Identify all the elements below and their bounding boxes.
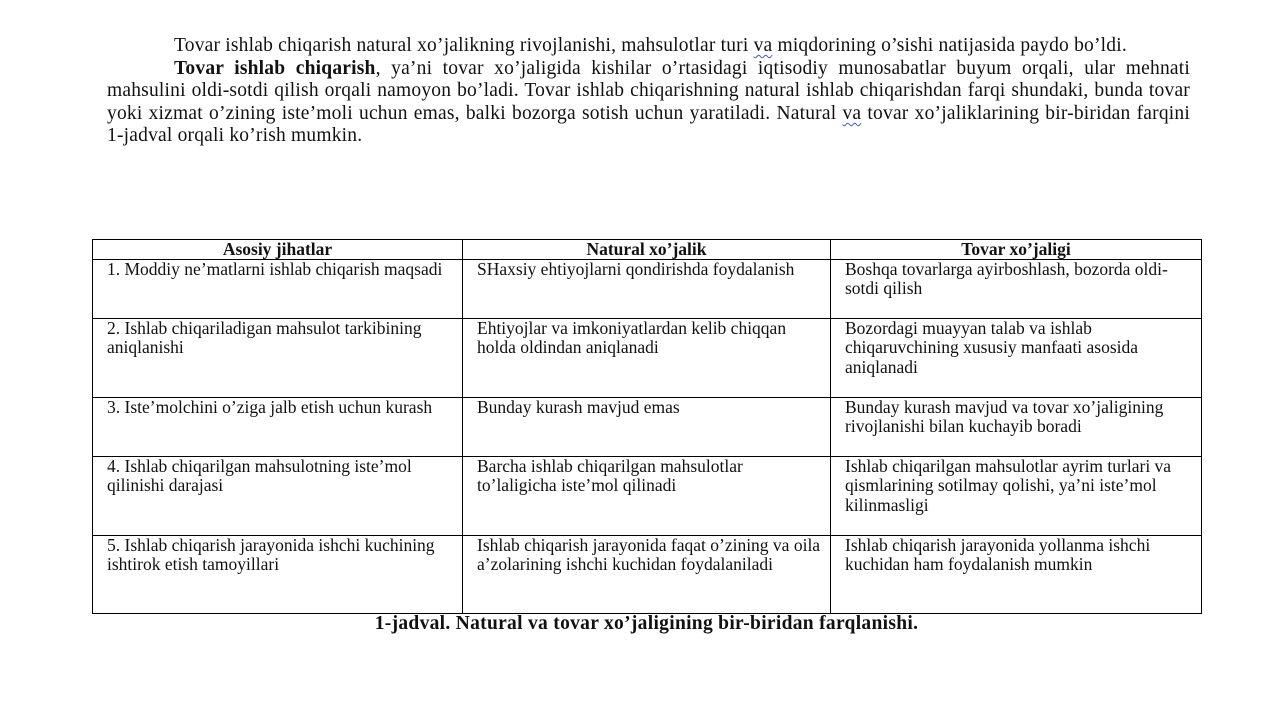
table-cell-aspect: 4. Ishlab chiqarilgan mahsulotning iste’mol qilinishi darajasi <box>93 457 463 536</box>
table-cell-commodity: Ishlab chiqarish jarayonida yollanma ishchi kuchidan ham foydalanish mumkin <box>831 536 1202 614</box>
column-header-aspects: Asosiy jihatlar <box>93 240 463 260</box>
paragraph-intro-text: Tovar ishlab chiqarish natural xo’jalikning rivojlanishi, mahsulotlar turi <box>174 35 754 56</box>
paragraph-intro-text-end: miqdorining o’sishi natijasida paydo bo’ldi. <box>772 35 1127 56</box>
table-row <box>93 260 1202 319</box>
comparison-table <box>92 239 1202 614</box>
bold-term: Tovar ishlab chiqarish <box>174 57 376 79</box>
column-header-commodity: Tovar xo’jaligi <box>831 240 1202 260</box>
table-cell-natural: Ishlab chiqarish jarayonida faqat o’zining va oila a’zolarining ishchi kuchidan foydalaniladi <box>463 536 831 614</box>
table-row <box>93 319 1202 398</box>
paragraph-definition-text: , ya’ni tovar xo’jaligida kishilar o’rtasidagi iqtisodiy munosabatlar buyum orqali, ular mehnati mahsulini oldi-sotdi qilish orqali namoyon bo’ladi. Tovar ishlab chiqarishning natural ishlab chiqarishdan farqi shundaki, bunda tovar yoki xizmat o’zining iste’moli uchun emas, balki bozorga sotish uchun yaratiladi. Natural <box>107 57 1190 124</box>
table-row <box>93 457 1202 536</box>
table-caption: 1-jadval. Natural va tovar xo’jaligining bir-biridan farqlanishi. <box>374 613 919 634</box>
table-cell-natural: SHaxsiy ehtiyojlarni qondirishda foydalanish <box>463 260 831 319</box>
table-cell-natural: Ehtiyojlar va imkoniyatlardan kelib chiqqan holda oldindan aniqlanadi <box>463 319 831 398</box>
table-cell-aspect: 5. Ishlab chiqarish jarayonida ishchi kuchining ishtirok etish tamoyillari <box>93 536 463 614</box>
column-header-natural: Natural xo’jalik <box>463 240 831 260</box>
table-cell-aspect: 3. Iste’molchini o’ziga jalb etish uchun kurash <box>93 398 463 457</box>
table-cell-commodity: Ishlab chiqarilgan mahsulotlar ayrim turlari va qismlarining sotilmay qolishi, ya’ni iste’mol kilinmasligi <box>831 457 1202 536</box>
table-cell-aspect: 2. Ishlab chiqariladigan mahsulot tarkibining aniqlanishi <box>93 319 463 398</box>
table-cell-commodity: Bunday kurash mavjud va tovar xo’jaligining rivojlanishi bilan kuchayib boradi <box>831 398 1202 457</box>
table-cell-commodity: Boshqa tovarlarga ayirboshlash, bozorda oldi-sotdi qilish <box>831 260 1202 319</box>
table-cell-aspect: 1. Moddiy ne’matlarni ishlab chiqarish maqsadi <box>93 260 463 319</box>
paragraph-definition-text-end: tovar xo’jaliklarining bir-biridan farqini 1-jadval orqali ko’rish mumkin. <box>107 102 1190 147</box>
table-cell-commodity: Bozordagi muayyan talab va ishlab chiqaruvchining xususiy manfaati asosida aniqlanadi <box>831 319 1202 398</box>
document-body <box>107 35 1190 148</box>
underlined-word: va <box>753 35 773 56</box>
table-cell-natural: Barcha ishlab chiqarilgan mahsulotlar to’laligicha iste’mol qilinadi <box>463 457 831 536</box>
table-header-row <box>93 240 1202 260</box>
underlined-word: va <box>842 102 862 124</box>
table-cell-natural: Bunday kurash mavjud emas <box>463 398 831 457</box>
paragraph-intro <box>107 35 1190 58</box>
table-row <box>93 398 1202 457</box>
paragraph-definition <box>107 58 1190 148</box>
table-row <box>93 536 1202 614</box>
